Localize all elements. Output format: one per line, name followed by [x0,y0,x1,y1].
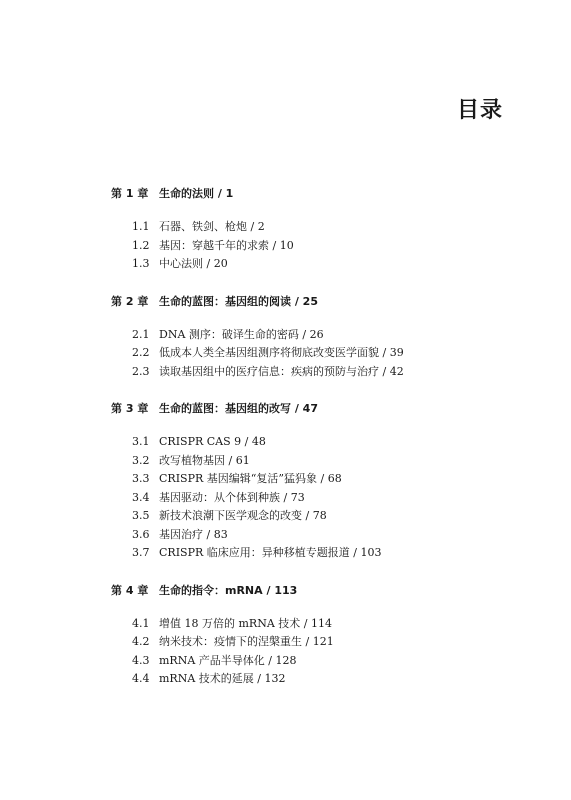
section-title: 纳米技术：疫情下的涅槃重生 / 121 [159,635,334,648]
chapter-title: 生命的指令：mRNA / 113 [159,583,298,597]
chapter-3 [0,401,571,563]
chapter-label: 第 1 章 [111,187,149,200]
chapter-title: 生命的法则 / 1 [159,187,234,200]
toc-entry[interactable] [0,255,571,274]
section-title: CRISPR CAS 9 / 48 [159,435,266,448]
section-number: 3.1 [132,435,150,448]
section-title: 基因驱动：从个体到种族 / 73 [159,490,305,504]
section-number: 4.3 [132,653,150,667]
section-title: 石器、铁剑、枪炮 / 2 [159,220,265,233]
section-number: 2.2 [132,346,150,359]
section-title: 改写植物基因 / 61 [159,453,250,467]
toc-entry[interactable] [0,452,571,471]
section-title: mRNA 技术的延展 / 132 [159,672,286,685]
chapter-title: 生命的蓝图：基因组的阅读 / 25 [159,294,318,308]
toc-entry[interactable] [0,526,571,545]
section-title: 基因：穿越千年的求索 / 10 [159,238,294,252]
section-number: 1.3 [132,257,150,270]
section-number: 4.1 [132,616,150,630]
toc-entry[interactable] [0,633,571,652]
section-number: 3.7 [132,546,150,559]
chapter-2 [0,294,571,382]
section-title: CRISPR 临床应用：异种移植专题报道 / 103 [159,546,382,559]
chapter-heading[interactable] [0,401,571,417]
section-list [0,433,571,563]
section-list [0,326,571,382]
section-title: 新技术浪潮下医学观念的改变 / 78 [159,509,327,522]
section-number: 3.3 [132,472,150,485]
section-number: 3.2 [132,453,150,467]
section-number: 2.1 [132,327,150,341]
toc-entry[interactable] [0,489,571,508]
section-title: 低成本人类全基因组测序将彻底改变医学面貌 / 39 [159,346,404,359]
section-title: 读取基因组中的医疗信息：疾病的预防与治疗 / 42 [159,364,404,378]
toc-entry[interactable] [0,544,571,563]
section-title: 基因治疗 / 83 [159,527,228,541]
section-list [0,218,571,274]
section-title: 增值 18 万倍的 mRNA 技术 / 114 [159,616,332,630]
toc-entry[interactable] [0,470,571,489]
toc-entry[interactable] [0,507,571,526]
chapter-1 [0,186,571,274]
section-number: 1.2 [132,238,150,252]
toc-entry[interactable] [0,433,571,452]
section-number: 2.3 [132,364,150,378]
chapter-heading[interactable] [0,186,571,202]
section-number: 4.2 [132,635,150,648]
chapter-heading[interactable] [0,583,571,599]
toc-entry[interactable] [0,652,571,671]
toc-entry[interactable] [0,218,571,237]
chapter-label: 第 2 章 [111,294,149,308]
toc-entry[interactable] [0,615,571,634]
chapter-label: 第 3 章 [111,402,149,415]
toc-entry[interactable] [0,344,571,363]
section-list [0,615,571,689]
section-number: 1.1 [132,220,150,233]
chapter-heading[interactable] [0,294,571,310]
section-title: DNA 测序：破译生命的密码 / 26 [159,327,324,341]
chapter-4 [0,583,571,689]
section-title: CRISPR 基因编辑“复活”猛犸象 / 68 [159,472,342,485]
toc-entry[interactable] [0,326,571,345]
chapter-title: 生命的蓝图：基因组的改写 / 47 [159,402,318,415]
section-number: 4.4 [132,672,150,685]
chapter-label: 第 4 章 [111,583,149,597]
section-number: 3.5 [132,509,150,522]
toc-entry[interactable] [0,363,571,382]
toc-entry[interactable] [0,670,571,689]
table-of-contents [0,186,571,709]
section-title: 中心法则 / 20 [159,257,228,270]
page-title: 目录 [456,98,503,123]
section-number: 3.4 [132,490,150,504]
section-title: mRNA 产品半导体化 / 128 [159,653,297,667]
section-number: 3.6 [132,527,150,541]
toc-entry[interactable] [0,237,571,256]
